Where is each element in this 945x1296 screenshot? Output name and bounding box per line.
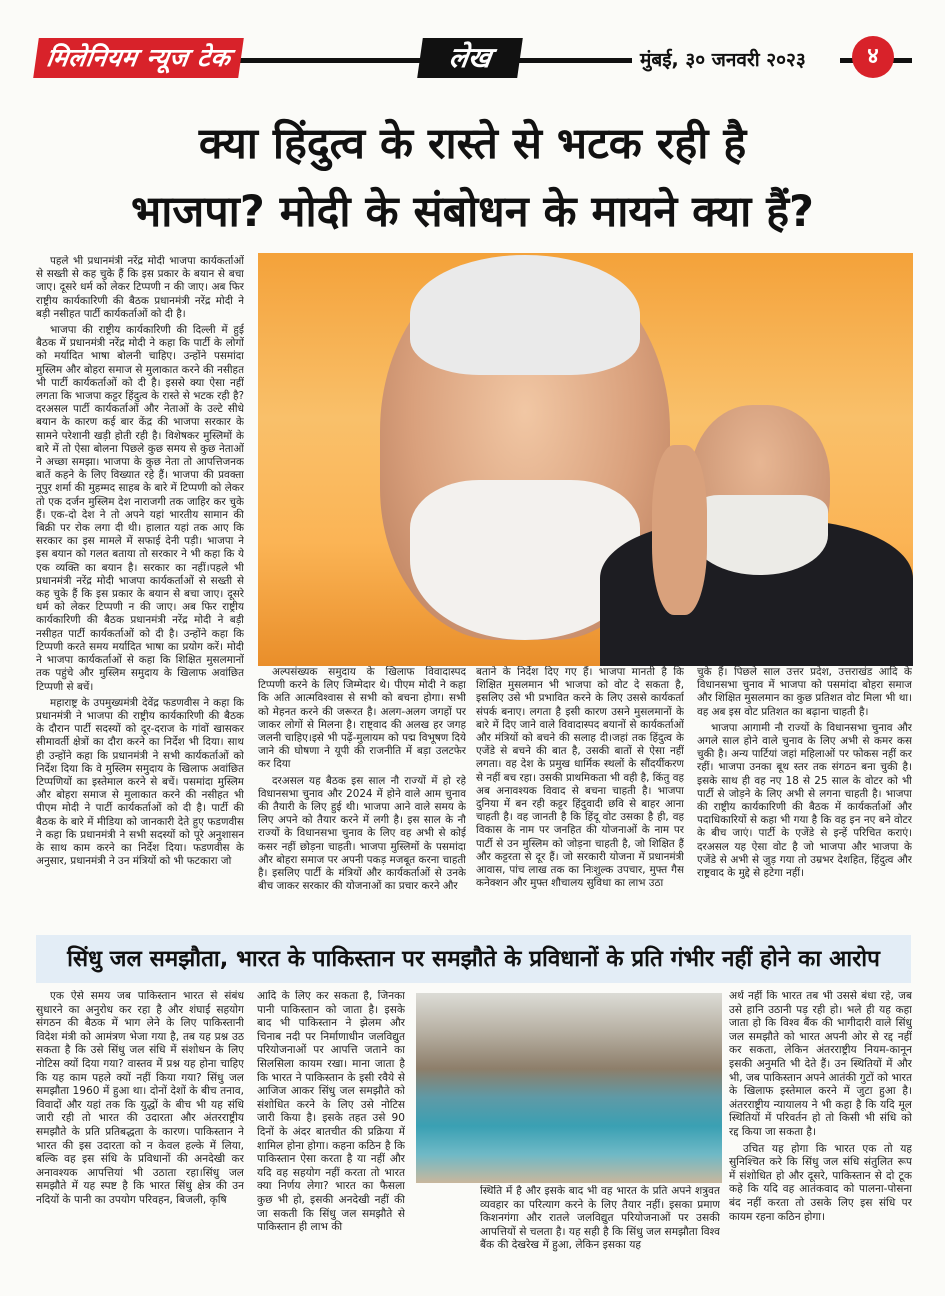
article1-column-1 [36,255,244,920]
article2-column-3 [480,1185,720,1255]
section-label: लेख [446,41,494,74]
article1-column-3 [476,666,684,922]
article1-column-2 [258,666,466,922]
paper-name: मिलेनियम न्यूज टेक [44,43,233,72]
article2-column-2 [257,990,405,1255]
article1-para: महाराष्ट्र के उपमुख्यमंत्री देवेंद्र फडणवीस ने कहा कि प्रधानमंत्री ने भाजपा की राष्ट्रीय कार्यकारिणी की बैठक के दौरान पार्टी सदस्यों को दूर-दराज के गांवों खासकर सीमावर्ती क्षेत्रों का दौरा करने का निर्देश भी दिया। साथ ही उन्होंने कहा कि प्रधानमंत्री ने सभी कार्यकर्ताओं को निर्देश दिया कि वे मुस्लिम समुदाय के खिलाफ अवांछित टिप्पणियों का इस्तेमाल करने से बचें। पसमांदा मुस्लिम और बोहरा समाज से मुलाकात करने की नसीहत भी पीएम मोदी ने पार्टी कार्यकर्ताओं को दी है। पार्टी की बैठक के बारे में मीडिया को जानकारी देते हुए फडणवीस ने कहा कि प्रधानमंत्री ने सभी सदस्यों को पूरे अनुशासन के साथ काम करने का निर्देश दिया। फडणवीस के अनुसार, प्रधानमंत्री ने उन मंत्रियों को भी फटकारा जो [36,696,244,868]
article1-para: दरअसल यह बैठक इस साल नौ राज्यों में हो रहे विधानसभा चुनाव और 2024 में होने वाले आम चुनाव की तैयारी के लिए हुई थी। भाजपा आने वाले समय के लिए अपने को तैयार करने में लगी है। इस साल के नौ राज्यों के विधानसभा चुनाव के लिए वह अभी से कोई कसर नहीं छोड़ना चाहती। भाजपा मुस्लिमों के पसमांदा और बोहरा समाज पर अपनी पकड़ मजबूत करना चाहती है। इसलिए पार्टी के मंत्रियों और कार्यकर्ताओं से उनके बीच जाकर सरकार की योजनाओं का प्रचार करने और [258,774,466,893]
pm-folded-hands [652,445,707,615]
page-number: ४ [852,36,894,78]
article2-para: उचित यह होगा कि भारत एक तो यह सुनिश्चित करे कि सिंधु जल संधि संतुलित रूप में संशोधित हो और दूसरे, पाकिस्तान से दो टूक कहे कि यदि वह आतंकवाद को पालना-पोसना बंद नहीं करता तो उसके लिए इस संधि पर कायम रहना कठिन होगा। [729,1142,912,1223]
article2-para: आदि के लिए कर सकता है, जिनका पानी पाकिस्तान को जाता है। इसके बाद भी पाकिस्तान ने झेलम और चिनाब नदी पर निर्माणाधीन जलविद्युत परियोजनाओं पर आपत्ति जताने का सिलसिला कायम रखा। माना जाता है कि भारत ने पाकिस्तान के इसी रवैये से आजिज आकर सिंधु जल समझौते को संशोधित करने के लिए उसे नोटिस जारी किया है। इसके तहत उसे 90 दिनों के अंदर बातचीत की प्रक्रिया में शामिल होना होगा। कहना कठिन है कि पाकिस्तान ऐसा करता है या नहीं और यदि वह सहयोग नहीं करता तो भारत क्या निर्णय लेगा? भारत का फैसला कुछ भी हो, इसकी अनदेखी नहीं की जा सकती कि सिंधु जल समझौते से पाकिस्तान ही लाभ की [257,990,405,1234]
article1-para: बताने के निर्देश दिए गए हैं। भाजपा मानती है कि शिक्षित मुसलमान भी भाजपा को वोट दे सकता है, इसलिए उसे भी प्रभावित करने के लिए उससे कार्यकर्ता संपर्क बनाए। लगता है इसी कारण उसने मुसलमानों के बारे में दिए जाने वाले विवादास्पद बयानों से कार्यकर्ताओं और मंत्रियों को बचने की सलाह दी।जहां तक हिंदुत्व के एजेंडे से बचने की बात है, उसकी बातों से ऐसा नहीं लगता। वह देश के प्रमुख धार्मिक स्थलों के सौंदर्यीकरण से नहीं बच रहा। उसकी प्राथमिकता भी वही है, किंतु वह अब अनावश्यक विवाद से बचना चाहती है। भाजपा दुनिया में बन रही कट्टर हिंदुवादी छवि से बाहर आना चाहती है। वह जानती है कि हिंदू वोट उसका है ही, वह विकास के नाम पर जनहित की योजनाओं के नाम पर पार्टी से उन मुस्लिम को जोड़ना चाहती है, जो शिक्षित हैं और कट्टरता से दूर हैं। जो सरकारी योजना में प्रधानमंत्री आवास, पांच लाख तक का निःशुल्क उपचार, मुफ्त गैस कनेक्शन और मुफ्त शौचालय सुविधा का लाभ उठा [476,666,684,890]
pm-figure-beard [692,495,828,575]
article2-column-4 [729,990,912,1255]
paper-name-banner [33,38,244,78]
article1-para: अल्पसंख्यक समुदाय के खिलाफ विवादास्पद टिप्पणी करने के लिए जिम्मेदार थे। पीएम मोदी ने कहा कि अति आत्मविश्वास से सभी को बचना होगा। सभी को मेहनत करने की जरूरत है। अलग-अलग जगहों पर जाकर लोगों से मिलना है। राष्ट्वाद की अलख हर जगह जलनी चाहिए।इसे भी पढ़ें-मुलायम को पद्म विभूषण दिये जाने की घोषणा ने यूपी की राजनीति में बड़ा उलटफेर कर दिया [258,666,466,771]
article2-para: एक ऐसे समय जब पाकिस्तान भारत से संबंध सुधारने का अनुरोध कर रहा है और शंघाई सहयोग संगठन की बैठक में भाग लेने के लिए पाकिस्तानी विदेश मंत्री को आमंत्रण भेजा गया है, तब यह प्रश्न उठ सकता है कि उसे सिंधु जल संधि में संशोधन के लिए नोटिस क्यों दिया गया? वास्तव में प्रश्न यह होना चाहिए कि यह काम पहले क्यों नहीं किया गया? सिंधु जल समझौता 1960 में हुआ था। दोनों देशों के बीच तनाव, विवादों और यहां तक कि युद्धों के बीच भी यह संधि जारी रही तो भारत की उदारता और अंतरराष्ट्रीय समझौते के प्रति प्रतिबद्धता के कारण। पाकिस्तान ने भारत की इस उदारता को न केवल हल्के में लिया, बल्कि वह इस संधि के प्रविधानों की अनदेखी कर अनावश्यक आपत्तियां भी उठाता रहा।सिंधु जल समझौते में यह स्पष्ट है कि भारत सिंधु क्षेत्र की उन नदियों के पानी का उपयोग परिवहन, बिजली, कृषि [36,990,244,1206]
headline-line-1: क्या हिंदुत्व के रास्ते से भटक रही है [198,119,747,169]
headline-line-2: भाजपा? मोदी के संबोधन के मायने क्या हैं? [130,187,815,237]
headline [10,110,935,246]
article1-para: चुके हैं। पिछले साल उत्तर प्रदेश, उत्तराखंड आदि के विधानसभा चुनाव में भाजपा को पसमांदा बोहरा समाज और शिक्षित मुसलमान का कुछ प्रतिशत वोट मिला भी था। वह अब इस वोट प्रतिशत का बढ़ाना चाहती है। [697,666,912,718]
dateline: मुंबई, ३० जनवरी २०२३ [640,49,806,71]
second-article-headline: सिंधु जल समझौता, भारत के पाकिस्तान पर समझौते के प्रविधानों के प्रति गंभीर नहीं होने का आरोप [36,935,911,983]
screen-portrait-hair [410,255,640,375]
article1-para: पहले भी प्रधानमंत्री नरेंद्र मोदी भाजपा कार्यकर्ताओं से सख्ती से कह चुके हैं कि इस प्रकार के बयान से बचा जाए। दूसरे धर्म को लेकर टिप्पणी न की जाए। अब फिर राष्ट्रीय कार्यकारिणी की बैठक प्रधानमंत्री नरेंद्र मोदी ने बड़ी नसीहत पार्टी कार्यकर्ताओं को दी है। [36,255,244,320]
article1-para: भाजपा आगामी नौ राज्यों के विधानसभा चुनाव और अगले साल होने वाले चुनाव के लिए अभी से कमर कस चुकी है। अन्य पार्टियां जहां महिलाओं पर फोकस नहीं कर रहीं। भाजपा उनका बूथ स्तर तक संगठन बना चुकी है। इसके साथ ही वह नए 18 से 25 साल के वोटर को भी पार्टी से जोड़ने के लिए अभी से लगना चाहती है। भाजपा की राष्ट्रीय कार्यकारिणी की बैठक में कार्यकर्ताओं और पदाधिकारियों से कहा भी गया है कि वह इन नए बने वोटर के बीच जाएं। पार्टी के एजेंडे से इन्हें परिचित कराएं। दरअसल यह ऐसा वोट है जो भाजपा और भाजपा के एजेंडे से अभी से जुड़ गया तो उम्रभर देशहित, हिंदुत्व और राष्ट्रवाद के मुद्दे से हटेगा नहीं। [697,721,912,880]
river-photo [416,993,722,1183]
article2-column-1 [36,990,244,1255]
article2-para: स्थिति में है और इसके बाद भी वह भारत के प्रति अपने शत्रुवत व्यवहार का परित्याग करने के लिए तैयार नहीं। इसका प्रमाण किशनगंगा और रातले जलविद्युत परियोजनाओं पर उसकी आपत्तियों से चलता है। यह सही है कि सिंधु जल समझौता विश्व बैंक की देखरेख में हुआ, लेकिन इसका यह [480,1185,720,1252]
article1-column-4 [697,666,912,922]
section-label-box [417,38,523,78]
article2-para: अर्थ नहीं कि भारत तब भी उससे बंधा रहे, जब उसे हानि उठानी पड़ रही हो। भले ही यह कहा जाता हो कि विश्व बैंक की भागीदारी वाले सिंधु जल समझौते को भारत अपनी ओर से रद्द नहीं कर सकता, लेकिन अंतरराष्ट्रीय नियम-कानून इसकी अनुमति भी देते हैं। उन स्थितियों में और भी, जब पाकिस्तान अपने आतंकी गुटों को भारत के खिलाफ इस्तेमाल करने में जुटा हुआ है। अंतरराष्ट्रीय न्यायालय ने भी कहा है कि यदि मूल स्थितियों में परिवर्तन हो तो किसी भी संधि को रद्द किया जा सकता है। [729,990,912,1138]
article1-para: भाजपा की राष्ट्रीय कार्यकारिणी की दिल्ली में हुई बैठक में प्रधानमंत्री नरेंद्र मोदी ने कहा कि पार्टी के लोगों को मर्यादित भाषा बोलनी चाहिए। उन्होंने पसमांदा मुस्लिम और बोहरा समाज से मुलाकात करने की नसीहत भी पार्टी कार्यकर्ताओं को दी है। इससे क्या ऐसा नहीं लगता कि भाजपा कट्टर हिंदुत्व के रास्ते से भटक रही है? दरअसल पार्टी कार्यकर्ताओं और नेताओं के उल्टे सीधे बयान के कारण कई बार केंद्र की भाजपा सरकार के सामने परेशानी खड़ी होती रही है। विशेषकर मुस्लिमों के बारे में तो ऐसा बोलना पिछले कुछ समय से कुछ नेताओं ने अच्छा समझा। भाजपा के कुछ नेता तो आपत्तिजनक बातें कहने के लिए विख्यात रहे हैं। भाजपा की प्रवक्ता नूपुर शर्मा की मुहम्मद साहब के बारे में टिप्पणी को लेकर तो एक दर्जन मुस्लिम देश नाराजगी तक जाहिर कर चुके हैं। एक-दो देश ने तो अपने यहां भारतीय सामान की बिक्री पर रोक लगा दी थी। हालात यहां तक आए कि सरकार का इस मामले में सफाई देनी पड़ी। भाजपा ने इस बयान को गलत बताया तो सरकार ने भी कहा कि ये एक व्यक्ति का बयान है। सरकार का नहीं।पहले भी प्रधानमंत्री नरेंद्र मोदी भाजपा कार्यकर्ताओं से सख्ती से कह चुके हैं कि इस प्रकार के बयान से बचा जाए। दूसरे धर्म को लेकर टिप्पणी न की जाए। अब फिर राष्ट्रीय कार्यकारिणी की बैठक प्रधानमंत्री नरेंद्र मोदी ने बड़ी नसीहत पार्टी कार्यकर्ताओं को दी है। उन्होंने कहा कि टिप्पणी करते समय मर्यादित भाषा का प्रयोग करें। मोदी ने भाजपा कार्यकर्ताओं से कहा कि शिक्षित मुसलमानों तक पहुंचे और मुस्लिम समुदाय के खिलाफ अवांछित टिप्पणी से बचें। [36,324,244,693]
